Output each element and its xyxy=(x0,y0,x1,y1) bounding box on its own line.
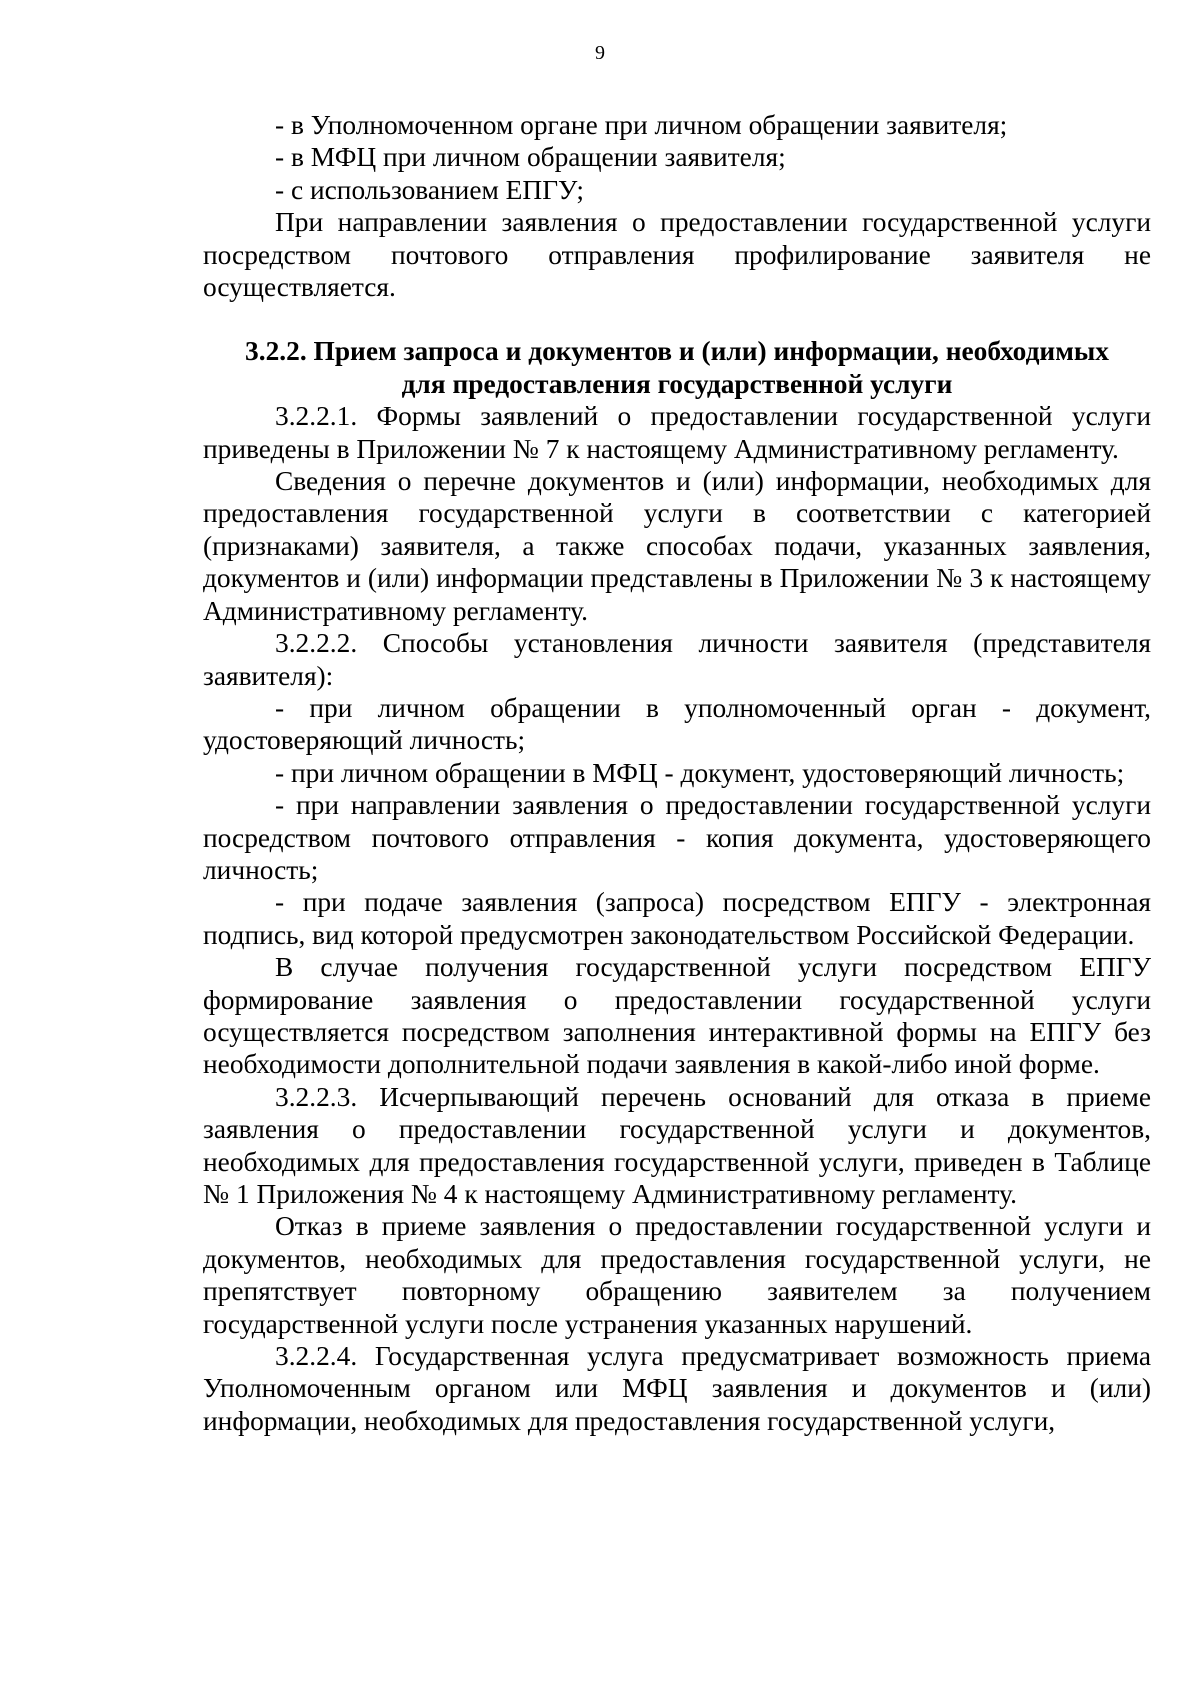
paragraph: - в Уполномоченном органе при личном обращении заявителя; xyxy=(275,110,1008,140)
page-number: 9 xyxy=(595,42,605,64)
section-heading-line-1: 3.2.2. Прием запроса и документов и (или) информации, необходимых xyxy=(245,336,1109,367)
paragraph: Сведения о перечне документов и (или) информации, необходимых для предоставления государственной услуги в соответствии с категорией (признаками) заявителя, а также способах подачи, указанных заявления, документов и (или) информации представлены в Приложении № 3 к настоящему Административному регламенту. xyxy=(203,466,1151,626)
document-body xyxy=(203,109,1151,1437)
paragraph: 3.2.2.1. Формы заявлений о предоставлении государственной услуги приведены в Приложении № 7 к настоящему Административному регламенту. xyxy=(203,401,1151,464)
paragraph: 3.2.2.4. Государственная услуга предусматривает возможность приема Уполномоченным органом или МФЦ заявления и документов и (или) информации, необходимых для предоставления государственной услуги, xyxy=(203,1341,1151,1436)
paragraph: 3.2.2.2. Способы установления личности заявителя (представителя заявителя): xyxy=(203,628,1151,691)
section-heading-line-2: для предоставления государственной услуги xyxy=(401,368,953,399)
paragraph: 3.2.2.3. Исчерпывающий перечень оснований для отказа в приеме заявления о предоставлении государственной услуги и документов, необходимых для предоставления государственной услуги, приведен в Таблице № 1 Приложения № 4 к настоящему Административному регламенту. xyxy=(203,1081,1151,1209)
paragraph: - при подаче заявления (запроса) посредством ЕПГУ - электронная подпись, вид которой предусмотрен законодательством Российской Федерации. xyxy=(203,887,1151,950)
paragraph: В случае получения государственной услуги посредством ЕПГУ формирование заявления о предоставлении государственной услуги осуществляется посредством заполнения интерактивной формы на ЕПГУ без необходимости дополнительной подачи заявления в какой-либо иной форме. xyxy=(203,952,1151,1080)
section-heading xyxy=(203,335,1151,400)
paragraph: - при направлении заявления о предоставлении государственной услуги посредством почтового отправления - копия документа, удостоверяющего личность; xyxy=(203,790,1151,885)
paragraph: - с использованием ЕПГУ; xyxy=(275,174,584,205)
paragraph: При направлении заявления о предоставлении государственной услуги посредством почтового отправления профилирование заявителя не осуществляется. xyxy=(203,207,1151,303)
paragraph: - при личном обращении в уполномоченный орган - документ, удостоверяющий личность; xyxy=(203,692,1151,756)
paragraph: Отказ в приеме заявления о предоставлении государственной услуги и документов, необходимых для предоставления государственной услуги, не препятствует повторному обращению заявителем за получением государственной услуги после устранения указанных нарушений. xyxy=(203,1211,1151,1339)
paragraph: - при личном обращении в МФЦ - документ, удостоверяющий личность; xyxy=(275,757,1125,788)
paragraph: - в МФЦ при личном обращении заявителя; xyxy=(275,142,786,173)
